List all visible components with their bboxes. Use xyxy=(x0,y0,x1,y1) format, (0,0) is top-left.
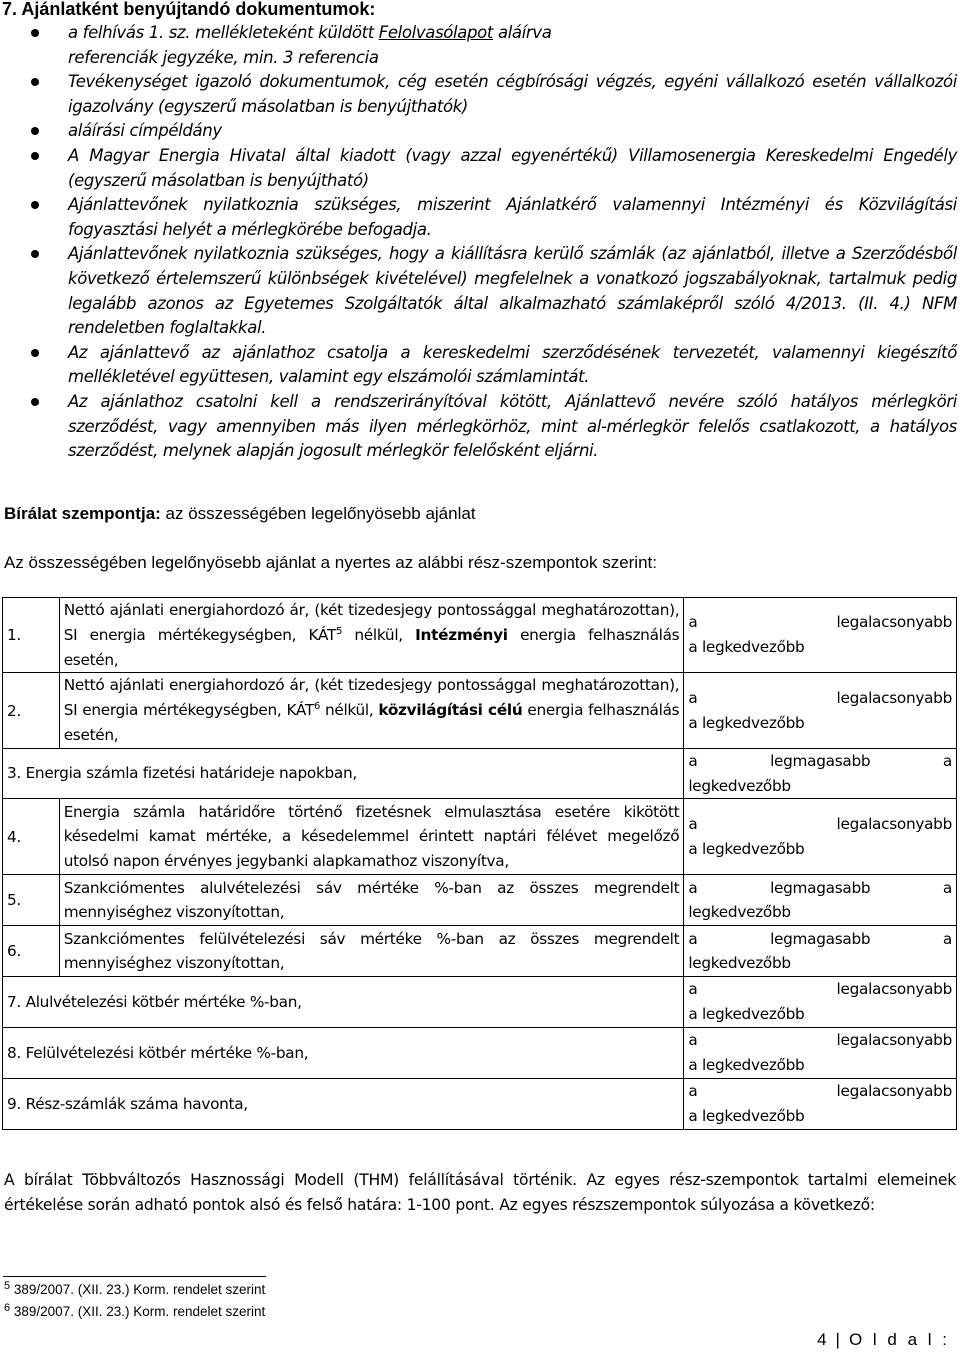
row-description: Energia számla határidőre történő fizetésnek elmulasztása esetére kikötött késedelmi kamat mértéke, a késedelemmel érintett naptári félévet megelőző utolsó napon érvényes jegybanki alapkamathoz viszonyítva, xyxy=(59,799,684,875)
row-description: 7. Alulvételezési kötbér mértéke %-ban, xyxy=(3,977,684,1028)
list-item: A Magyar Energia Hivatal által kiadott (vagy azzal egyenértékű) Villamosenergia Kereskedelmi Engedély (egyszerű másolatban is benyújtható) xyxy=(0,144,960,193)
row-preference: a legmagasabb a legkedvezőbb xyxy=(684,875,957,926)
footnote: $^5$ 389/2007. (XII. 23.) Korm. rendelet szerint xyxy=(4,1280,266,1297)
row-preference: a legalacsonyabb a legkedvezőbb xyxy=(684,598,957,673)
bullet-icon xyxy=(31,349,39,357)
list-item: referenciák jegyzéke, min. 3 referencia xyxy=(68,47,379,67)
list-item: a felhívás 1. sz. mellékleteként küldött Felolvasólapot aláírva xyxy=(0,21,960,46)
row-number: 4. xyxy=(3,799,60,875)
row-number: 2. xyxy=(3,673,60,748)
bullet-icon xyxy=(31,78,39,86)
table-row xyxy=(3,1078,957,1129)
row-preference: a legalacsonyabb a legkedvezőbb xyxy=(684,1027,957,1078)
row-preference: a legmagasabb a legkedvezőbb xyxy=(684,926,957,977)
list-item: Az ajánlathoz csatolni kell a rendszerirányítóval kötött, Ajánlattevő nevére szóló hatályos mérlegköri szerződést, vagy amennyiben más ilyen mérlegkörhöz, mint al-mérlegkör felelős csatlakozott, a hatályos szerződést, melynek alapján jogosult mérlegkör felelősként eljárni. xyxy=(0,390,960,464)
list-item: Ajánlattevőnek nyilatkoznia szükséges, hogy a kiállításra kerülő számlák (az ajánlatból, illetve a Szerződésből következő értelemszerű különbségek kivételével) megfelelnek a vonatkozó jogszabályoknak, tartalmuk pedig legalább azonos az Egyetemes Szolgáltatók által alkalmazható számlaképről szóló 4/2013. (II. 4.) NFM rendeletben foglaltakkal. xyxy=(0,242,960,340)
row-description: Szankciómentes felülvételezési sáv mértéke %-ban az összes megrendelt mennyiséghez viszonyítottan, xyxy=(59,926,684,977)
table-row xyxy=(3,926,957,977)
page-number: 4 | O l d a l : xyxy=(817,1330,950,1349)
table-row xyxy=(3,1027,957,1078)
list-item: aláírási címpéldány xyxy=(0,119,960,144)
row-description: 3. Energia számla fizetési határideje napokban, xyxy=(3,748,684,799)
row-preference: a legalacsonyabb a legkedvezőbb xyxy=(684,977,957,1028)
row-preference: a legalacsonyabb a legkedvezőbb xyxy=(684,799,957,875)
bullet-icon xyxy=(31,29,39,37)
row-description: 8. Felülvételezési kötbér mértéke %-ban, xyxy=(3,1027,684,1078)
row-description: Szankciómentes alulvételezési sáv mértéke %-ban az összes megrendelt mennyiséghez viszonyítottan, xyxy=(59,875,684,926)
list-item: Az ajánlattevő az ajánlathoz csatolja a kereskedelmi szerződésének tervezetét, valamennyi kiegészítő mellékletével együttesen, valamint egy elszámolói számlamintát. xyxy=(0,341,960,390)
table-row xyxy=(3,977,957,1028)
bullet-icon xyxy=(31,250,39,258)
row-description: Nettó ajánlati energiahordozó ár, (két tizedesjegy pontossággal meghatározottan), SI energia mértékegységben, KÁT$^6$ nélkül, közvilágítási célú energia felhasználás esetén, xyxy=(59,673,684,748)
evaluation-criteria xyxy=(4,501,956,526)
subcriteria-intro: Az összességében legelőnyösebb ajánlat a nyertes az alábbi rész-szempontok szerint: xyxy=(4,553,657,572)
table-row xyxy=(3,875,957,926)
row-description: Nettó ajánlati energiahordozó ár, (két tizedesjegy pontossággal meghatározottan), SI energia mértékegységben, KÁT$^5$ nélkül, Intézményi energia felhasználás esetén, xyxy=(59,598,684,673)
list-item: Ajánlattevőnek nyilatkoznia szükséges, miszerint Ajánlatkérő valamennyi Intézményi és Közvilágítási fogyasztási helyét a mérlegkörébe befogadja. xyxy=(0,193,960,242)
criteria-label: Bírálat szempontja: xyxy=(4,504,161,523)
table-row xyxy=(3,799,957,875)
row-description: 9. Rész-számlák száma havonta, xyxy=(3,1078,684,1129)
section-heading: 7. Ajánlatként benyújtandó dokumentumok: xyxy=(2,0,376,19)
row-preference: a legalacsonyabb a legkedvezőbb xyxy=(684,1078,957,1129)
bullet-icon xyxy=(31,152,39,160)
bullet-icon xyxy=(31,201,39,209)
row-preference: a legmagasabb a legkedvezőbb xyxy=(684,748,957,799)
row-preference: a legalacsonyabb a legkedvezőbb xyxy=(684,673,957,748)
row-number: 6. xyxy=(3,926,60,977)
list-item: Tevékenységet igazoló dokumentumok, cég esetén cégbírósági végzés, egyéni vállalkozó esetén vállalkozói igazolvány (egyszerű másolatban is benyújthatók) xyxy=(0,70,960,119)
closing-paragraph: A bírálat Többváltozós Hasznossági Modell (THM) felállításával történik. Az egyes rész-szempontok tartalmi elemeinek értékelése során adható pontok alsó és felső határa: 1-100 pont. Az egyes részszempontok súlyozása a következő: xyxy=(4,1171,956,1215)
footnote-divider xyxy=(3,1276,266,1277)
documents-list xyxy=(0,21,960,464)
table-row xyxy=(3,598,957,673)
table-row xyxy=(3,673,957,748)
subcriteria-table xyxy=(2,597,957,1130)
row-number: 1. xyxy=(3,598,60,673)
table-row xyxy=(3,748,957,799)
bullet-icon xyxy=(31,398,39,406)
footnote: $^6$ 389/2007. (XII. 23.) Korm. rendelet szerint xyxy=(4,1302,266,1319)
underlined-term: Felolvasólapot xyxy=(378,23,494,42)
bullet-icon xyxy=(31,127,39,135)
criteria-value: az összességében legelőnyösebb ajánlat xyxy=(160,504,476,523)
row-number: 5. xyxy=(3,875,60,926)
